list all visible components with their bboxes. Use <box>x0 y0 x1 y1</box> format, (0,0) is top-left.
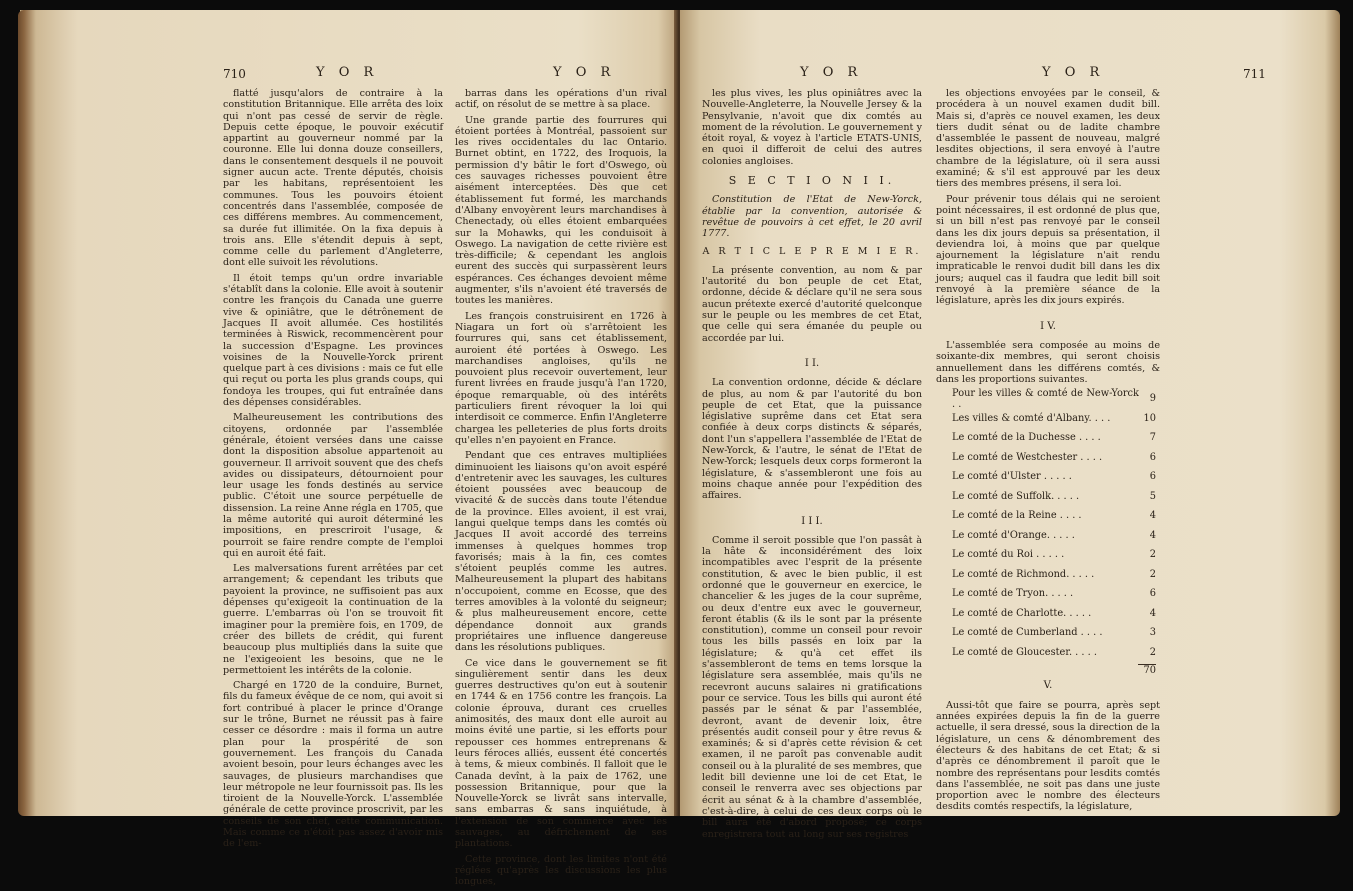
county-label: Les villes & comté d'Albany. . . . <box>952 412 1111 424</box>
member-count: 2 <box>1149 646 1156 658</box>
paragraph: les plus vives, les plus opiniâtres avec la Nouvelle-Angleterre, la Nouvelle Jersey & la Pensylvanie, n'avoit que dix comtés au moment de la révolution. Le gouvernement y étoit royal, & voyez à l'article ETATS-UNIS, en quoi il differoit de celui des autres colonies angloises. <box>702 88 922 167</box>
member-count: 4 <box>1149 607 1156 619</box>
table-row <box>942 565 1160 585</box>
paragraph: Pendant que ces entraves multipliées diminuoient les liaisons qu'on avoit espéré d'entretenir avec les sauvages, les cultures étoient poussées avec beaucoup de vivacité & de succès dans toute l'étendue de la province. Elles avoient, il est vrai, langui quelque temps dans les comtés où Jacques II avoit accordé des terreins immenses à quelques hommes trop favorisés; mais à la fin, ces comtes s'étoient peuplés comme les autres. Malheureusement la plupart des habitans n'occupoient, comme en Ecosse, que des terres amovibles à la volonté du seigneur; & plus malheureusement encore, cette dépendance donnoit aux grands propriétaires une influence dangereuse dans les résolutions publiques. <box>455 450 667 654</box>
member-count: 6 <box>1149 451 1156 463</box>
left-column-1 <box>223 88 443 854</box>
table-row <box>942 643 1160 663</box>
member-count: 2 <box>1149 549 1156 561</box>
running-head-left-1: Y O R <box>316 65 379 80</box>
county-label: Le comté de Cumberland . . . . <box>952 627 1103 639</box>
county-label: Le comté d'Ulster . . . . . <box>952 471 1072 483</box>
right-column-1 <box>702 88 922 844</box>
representation-table <box>942 389 1160 662</box>
table-row <box>942 467 1160 487</box>
member-count: 9 <box>1149 393 1156 405</box>
paragraph: Une grande partie des fourrures qui étoient portées à Montréal, passoient sur les rives occidentales du lac Ontario. Burnet obtint, en 1722, des Iroquois, la permission d'y bâtir le fort d'Oswego, où ces sauvages richesses pouvoient être aisément interceptées. Dès que cet établissement fut formé, les marchands d'Albany envoyèrent leurs marchandises à Chenectady, où elles étoient embarquées sur la Mohawks, qui les conduisoit à Oswego. La navigation de cette rivière est très-difficile; & cependant les anglois eurent des succès qui surpassèrent leurs espérances. Ces échanges devoient même augmenter, s'ils n'avoient été traversés de toutes les manières. <box>455 114 667 307</box>
article-2-text: La convention ordonne, décide & déclare de plus, au nom & par l'autorité du bon peuple de cet Etat, que la puissance législative suprême dans cet Etat sera confiée à deux corps distincts & séparés, dont l'un s'appellera l'assemblée de l'Etat de New-Yorck, & l'autre, le sénat de l'Etat de New-Yorck; lesquels deux corps formeront la législature, & s'assembleront une fois au moins chaque année pour l'expédition des affaires. <box>702 377 922 502</box>
table-row <box>942 506 1160 526</box>
table-row <box>942 389 1160 409</box>
county-label: Le comté de Westchester . . . . <box>952 451 1103 463</box>
table-row <box>942 545 1160 565</box>
paragraph: les objections envoyées par le conseil, & procédera à un nouvel examen dudit bill. Mais si, d'après ce nouvel examen, les deux tiers dudit sénat ou de ladite chambre d'assemblée le passent de nouveau, malgré lesdites objections, il sera envoyé à l'autre chambre de la législature, où il sera aussi examiné; & s'il est approuvé par les deux tiers des membres présens, il sera loi. <box>936 88 1160 190</box>
table-row <box>942 623 1160 643</box>
right-column-2 <box>936 88 1160 817</box>
table-total: 70 <box>1143 665 1156 677</box>
table-row <box>942 487 1160 507</box>
member-count: 6 <box>1149 471 1156 483</box>
running-head-left-2: Y O R <box>553 65 616 80</box>
right-page <box>680 10 1340 840</box>
article-5-text: Aussi-tôt que faire se pourra, après sept années expirées depuis la fin de la guerre actuelle, il sera dressé, sous la direction de la législature, un cens & dénombrement des électeurs & des habitans de cet Etat; & si d'après ce dénombrement il paroît que le nombre des représentans pour lesdits comtés dans l'assemblée, ne soit pas dans une juste proportion avec le nombre des électeurs desdits comtés respectifs, la législature, <box>936 699 1160 813</box>
open-book <box>18 10 1340 888</box>
member-count: 5 <box>1149 490 1156 502</box>
member-count: 2 <box>1149 568 1156 580</box>
paragraph: Ce vice dans le gouvernement se fit singulièrement sentir dans les deux guerres destructives qu'on eut à soutenir en 1744 & en 1756 contre les françois. La colonie éprouva, durant ces cruelles animosités, des maux dont elle auroit au moins évité une partie, si les efforts pour repousser ces hommes entreprenans & leurs féroces alliés, eussent été concertés à tems, & mieux combinés. Il falloit que le Canada devînt, à la paix de 1762, une possession Britannique, pour que la Nouvelle-Yorck se livrât sans intervalle, sans embarras & sans inquiétude, à l'extension de son commerce avec les sauvages, au défrichement de ses plantations. <box>455 657 667 850</box>
page-number-left: 710 <box>223 67 246 81</box>
running-head-right-1: Y O R <box>800 65 863 80</box>
section-title: S E C T I O N I I. <box>728 174 896 188</box>
county-label: Le comté de Gloucester. . . . . <box>952 646 1097 658</box>
page-number-right: 711 <box>1243 67 1266 81</box>
member-count: 7 <box>1149 432 1156 444</box>
table-row <box>942 448 1160 468</box>
table-row <box>942 409 1160 429</box>
paragraph: flatté jusqu'alors de contraire à la constitution Britannique. Elle arrêta des loix qui n'ont pas cessé de servir de règle. Depuis cette époque, le pouvoir exécutif appartint au gouverneur nommé par la couronne. Elle lui donna douze conseillers, dans le consentement desquels il ne pouvoit signer aucun acte. Trente députés, choisis par les habitans, représentoient les communes. Tous les pouvoirs étoient concentrés dans l'assemblée, composée de ces différens membres. Au commencement, sa durée fut illimitée. On la fixa depuis à trois ans. Elle s'étendit depuis à sept, comme celle du parlement d'Angleterre, dont elle suivoit les révolutions. <box>223 88 443 269</box>
paragraph: Il étoit temps qu'un ordre invariable s'établît dans la colonie. Elle avoit à soutenir contre les françois du Canada une guerre vive & opiniâtre, que le détrônement de Jacques II avoit allumée. Ces hostilités terminées à Riswick, recommencèrent pour la succession d'Espagne. Les provinces voisines de la Nouvelle-Yorck prirent quelque part à ces divisions : mais ce fut elle qui reçut ou porta les plus grands coups, qui fondoya les troupes, qui fut entraînée dans des dépenses considérables. <box>223 272 443 409</box>
paragraph: barras dans les opérations d'un rival actif, on résolut de se mettre à sa place. <box>455 88 667 111</box>
paragraph: Pour prévenir tous délais qui ne seroient point nécessaires, il est ordonné de plus que, si un bill n'est pas renvoyé par le conseil dans les dix jours depuis sa présentation, il deviendra loi, à moins que par quelque ajournement la législature n'ait rendu impraticable le renvoi dudit bill dans les dix jours; auquel cas il faudra que ledit bill soit renvoyé à la première séance de la législature, après les dix jours expirés. <box>936 193 1160 307</box>
county-label: Le comté de Tryon. . . . . <box>952 588 1074 600</box>
member-count: 3 <box>1149 627 1156 639</box>
county-label: Le comté du Roi . . . . . <box>952 549 1065 561</box>
member-count: 10 <box>1143 412 1156 424</box>
member-count: 4 <box>1149 529 1156 541</box>
county-label: Le comté de Suffolk. . . . . <box>952 490 1080 502</box>
county-label: Le comté d'Orange. . . . . <box>952 529 1075 541</box>
left-column-2 <box>455 88 667 891</box>
article-4-text: L'assemblée sera composée au moins de soixante-dix membres, qui seront choisis annuellement dans les différens comtés, & dans les proportions suivantes. <box>936 339 1160 385</box>
table-row <box>942 584 1160 604</box>
county-label: Pour les villes & comté de New-Yorck . . <box>952 387 1139 410</box>
article-3-heading: I I I. <box>801 515 823 527</box>
table-row <box>942 604 1160 624</box>
county-label: Le comté de la Reine . . . . <box>952 510 1082 522</box>
county-label: Le comté de Charlotte. . . . . <box>952 607 1092 619</box>
left-page <box>18 10 678 888</box>
paragraph: Malheureusement les contributions des citoyens, ordonnée par l'assemblée générale, étoient versées dans une caisse dont la disposition absolue appartenoit au gouverneur. Il arrivoit souvent que des chefs avides ou dissipateurs, détournoient pour leur usage les fonds destinés au service public. C'étoit une source perpétuelle de dissension. La reine Anne régla en 1705, que la même autorité qui auroit déterminé les impositions, en prescriroit l'usage, & pourroit se faire rendre compte de l'emploi qui en auroit été fait. <box>223 412 444 559</box>
article-2-heading: I I. <box>804 357 820 369</box>
county-label: Le comté de Richmond. . . . . <box>952 568 1095 580</box>
paragraph: Les malversations furent arrêtées par cet arrangement; & cependant les tributs que payoient la province, ne suffisoient pas aux dépenses qu'exigeoit la continuation de la guerre. L'embarras où l'on se trouvoit fit imaginer pour la première fois, en 1709, de créer des billets de crédit, qui furent beaucoup plus multipliés dans la suite que ne l'exigeoient les besoins, que ne le permettoient les intérêts de la colonie. <box>223 563 443 676</box>
running-head-right-2: Y O R <box>1042 65 1105 80</box>
paragraph: Chargé en 1720 de la conduire, Burnet, fils du fameux évêque de ce nom, qui avoit si fort contribué à placer le prince d'Orange sur le trône, Burnet ne réussit pas à faire cesser ce désordre : mais il forma un autre plan pour la prospérité de son gouvernement. Les françois du Canada avoient besoin, pour leurs échanges avec les sauvages, de plusieurs marchandises que leur métropole ne leur fournissoit pas. Ils les tiroient de la Nouvelle-Yorck. L'assemblée générale de cette province proscrivit, par les conseils de son chef, cette communication. Mais comme ce n'étoit pas assez d'avoir mis de l'em- <box>223 680 443 850</box>
paragraph: Les françois construisirent en 1726 à Niagara un fort où s'arrêtoient les fourrures qui, sans cet établissement, auroient été portées à Oswego. Les marchandises angloises, qu'ils ne pouvoient plus recevoir ouvertement, leur furent livrées en fraude jusqu'à l'an 1720, époque remarquable, où des intérêts particuliers firent révoquer la loi qui interdisoit ce commerce. Enfin l'Angleterre chargea les pelleteries de plus forts droits qu'elles n'en payoient en France. <box>455 310 667 446</box>
article-1-text: La présente convention, au nom & par l'autorité du bon peuple de cet Etat, ordonne, décide & déclare qu'il ne sera sous aucun prétexte exercé d'autorité quelconque sur le peuple ou les membres de cet Etat, que celle qui sera émanée du peuple ou accordée par lui. <box>702 264 922 344</box>
county-label: Le comté de la Duchesse . . . . <box>952 432 1101 444</box>
article-5-heading: V. <box>1043 680 1053 692</box>
member-count: 4 <box>1149 510 1156 522</box>
article-4-heading: I V. <box>1040 320 1056 332</box>
article-heading: A R T I C L E P R E M I E R. <box>702 245 922 257</box>
table-row <box>942 526 1160 546</box>
article-3-text: Comme il seroit possible que l'on passât à la hâte & inconsidérément des loix incompatibles avec l'esprit de la présente constitution, & avec le bien public, il est ordonné que le gouverneur en exercice, le chancelier & les juges de la cour suprême, ou deux d'entre eux avec le gouverneur, feront établis (& ils le sont par la présente constitution), comme un conseil pour revoir tous les bills passés en loix par la législature; & qu'à cet effet ils s'assembleront de tems en tems lorsque la législature sera assemblée, mais qu'ils ne recevront aucuns salaires ni gratifications pour ce service. Tous les bills qui auront été passés par le sénat & par l'assemblée, devront, avant de devenir loix, être présentés audit conseil pour y être revus & examinés; & si d'après cette révision & cet examen, il ne paroît pas convenable audit conseil ou à la pluralité de ses membres, que ledit bill devienne une loi de cet Etat, le conseil le renverra avec ses objections par écrit au sénat & à la chambre d'assemblée, c'est-à-dire, à celui de ces deux corps où le bill aura été d'abord proposé; ce corps enregistrera tout au long sur ses registres <box>702 534 922 840</box>
section-subtitle: Constitution de l'Etat de New-Yorck, établie par la convention, autorisée & revêtue de pouvoirs à cet effet, le 20 avril 1777. <box>702 194 922 240</box>
member-count: 6 <box>1149 588 1156 600</box>
table-row <box>942 428 1160 448</box>
paragraph: Cette province, dont les limites n'ont été réglées qu'après les discussions les plus longues, <box>455 853 667 888</box>
